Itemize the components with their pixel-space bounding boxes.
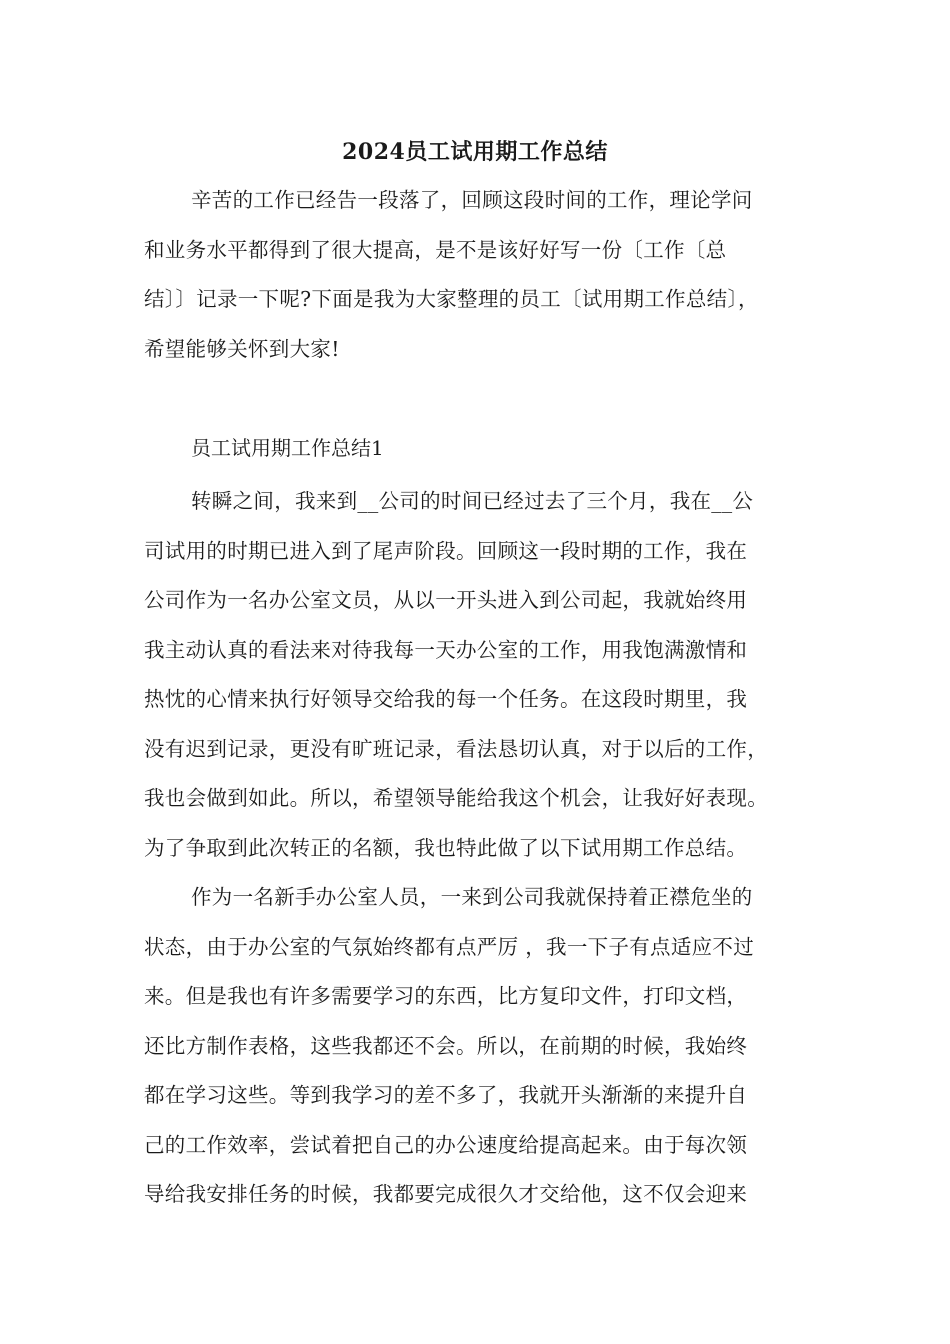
text-line: 没有迟到记录，更没有旷班记录，看法恳切认真，对于以后的工作， xyxy=(144,736,768,761)
document-title: 2024员工试用期工作总结 xyxy=(342,139,608,165)
text-line: 为了争取到此次转正的名额，我也特此做了以下试用期工作总结。 xyxy=(144,835,748,860)
text-line: 结〕〕记录一下呢?下面是我为大家整理的员工〔试用期工作总结〕， xyxy=(144,287,759,311)
text-line: 都在学习这些。等到我学习的差不多了，我就开头渐渐的来提升自 xyxy=(144,1083,748,1107)
text-line: 还比方制作表格，这些我都还不会。所以，在前期的时候，我始终 xyxy=(144,1033,748,1058)
text-line: 状态，由于办公室的气氛始终都有点严厉 ，我一下子有点适应不过 xyxy=(144,934,755,959)
text-line: 作为一名新手办公室人员，一来到公司我就保持着正襟危坐的 xyxy=(191,885,753,909)
intro-paragraph xyxy=(144,176,824,374)
text-line: 热忱的心情来执行好领导交给我的每一个任务。在这段时期里，我 xyxy=(144,687,748,711)
text-line: 己的工作效率，尝试着把自己的办公速度给提高起来。由于每次领 xyxy=(144,1132,748,1157)
text-line: 我也会做到如此。所以，希望领导能给我这个机会，让我好好表现。 xyxy=(144,786,768,810)
text-line: 转瞬之间，我来到__公司的时间已经过去了三个月，我在__公 xyxy=(191,489,754,513)
text-line: 司试用的时期已进入到了尾声阶段。回顾这一段时期的工作，我在 xyxy=(144,538,748,563)
text-line: 来。但是我也有许多需要学习的东西，比方复印文件，打印文档， xyxy=(144,984,748,1008)
text-line: 辛苦的工作已经告一段落了，回顾这段时间的工作，理论学问 xyxy=(191,188,753,212)
paragraph-1 xyxy=(144,477,824,873)
text-line: 公司作为一名办公室文员，从以一开头进入到公司起，我就始终用 xyxy=(144,588,748,612)
text-line: 导给我安排任务的时候，我都要完成很久才交给他，这不仅会迎来 xyxy=(144,1182,748,1206)
text-line: 希望能够关怀到大家! xyxy=(144,336,340,361)
section-heading: 员工试用期工作总结1 xyxy=(191,436,384,460)
text-line: 我主动认真的看法来对待我每一天办公室的工作，用我饱满激情和 xyxy=(144,637,748,662)
paragraph-2 xyxy=(144,873,824,1220)
text-line: 和业务水平都得到了很大提高，是不是该好好写一份〔工作〔总 xyxy=(144,237,727,262)
